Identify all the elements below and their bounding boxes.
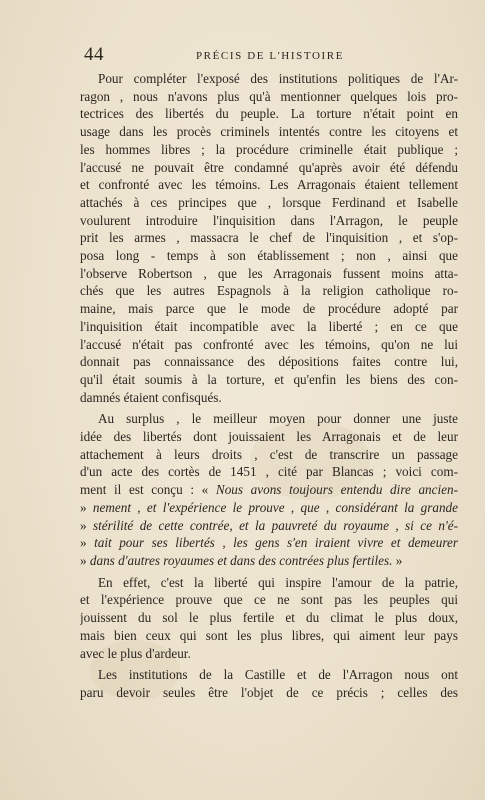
text-line: donnait pas connaissance des dépositions faites contre lui,: [80, 354, 458, 370]
text-line: posa long - temps à son établissement ; non , ainsi que: [80, 248, 458, 264]
text-segment: »: [80, 552, 90, 568]
text-line: Les institutions de la Castille et de l'Arragon nous ont: [98, 667, 458, 683]
text-segment: »: [80, 517, 93, 533]
text-line: jouissent du sol le plus fertile et du climat le plus doux,: [80, 610, 458, 626]
text-segment: »: [80, 535, 95, 551]
text-line: [80, 552, 458, 570]
text-segment: »: [392, 552, 403, 568]
text-line: avec le plus d'ardeur.: [80, 645, 191, 661]
text-line: prit les armes , massacra le chef de l'inquisition , et s'op-: [80, 230, 458, 246]
text-line: qu'il était soumis à la torture, et qu'enfin les biens des con-: [80, 371, 458, 387]
text-line: Au surplus , le meilleur moyen pour donner une juste: [98, 411, 458, 427]
text-line: paru devoir seules être l'objet de ce précis ; celles des: [80, 684, 458, 700]
text-segment: ment il est conçu : «: [80, 482, 216, 498]
text-line: l'accusé ne pouvait être condamné qu'après avoir été défendu: [80, 159, 458, 175]
text-line: damnés étaient confisqués.: [80, 389, 222, 405]
paragraph: [80, 410, 458, 569]
paragraph: [80, 70, 458, 406]
text-segment: »: [80, 499, 93, 515]
text-line: [80, 534, 458, 552]
text-line: et l'expérience prouve que ce ne sont pas les peuples qui: [80, 592, 458, 608]
text-line: [80, 517, 458, 535]
page-number: 44: [84, 44, 104, 65]
text-line: Pour compléter l'exposé des institutions politiques de l'Ar-: [98, 71, 458, 86]
quoted-italic-text: stérilité de cette contrée, et la pauvreté du royaume , si ce n'é-: [93, 517, 458, 533]
text-line: et confronté avec les témoins. Les Arragonais étaient tellement: [80, 177, 458, 193]
quoted-italic-text: dans d'autres royaumes et dans des contrées plus fertiles.: [89, 552, 393, 568]
page-header: [84, 44, 456, 68]
text-line: l'inquisition était incompatible avec la liberté ; en ce que: [80, 318, 458, 334]
text-line: l'accusé n'était pas confronté avec les témoins, qu'on ne lui: [80, 336, 458, 352]
text-line: attachés à ces principes que , lorsque Ferdinand et Isabelle: [80, 194, 458, 210]
text-line: ragon , nous n'avons plus qu'à mentionner quelques lois pro-: [80, 88, 458, 104]
text-line: d'un acte des cortès de 1451 , cité par Blancas ; voici com-: [80, 464, 458, 480]
text-line: idée des libertés dont jouissaient les Arragonais et de leur: [80, 429, 458, 445]
text-line: maine, mais parce que le mode de procédure adopté par: [80, 301, 458, 317]
quoted-italic-text: nement , et l'expérience le prouve , que , considérant la grande: [92, 499, 458, 515]
text-line: chés que les autres Espagnols à la religion catholique ro-: [80, 283, 458, 299]
quoted-italic-text: tait pour ses libertés , les gens s'en iraient vivre et demeurer: [94, 535, 458, 551]
text-line: mais bien ceux qui sont les plus libres, qui aiment leur pays: [80, 627, 458, 643]
text-line: tectrices des libertés du peuple. La torture n'était point en: [80, 106, 458, 122]
text-line: [80, 499, 458, 517]
running-head: PRÉCIS DE L'HISTOIRE: [195, 50, 345, 62]
text-line: usage dans les procès criminels intentés contre les citoyens et: [80, 124, 458, 140]
text-line: [80, 481, 458, 499]
paragraph: [80, 666, 458, 701]
text-line: l'observe Robertson , que les Arragonais fussent moins atta-: [80, 265, 458, 281]
paragraph: [80, 574, 458, 663]
text-line: les hommes libres ; la procédure criminelle était publique ;: [80, 141, 458, 157]
text-line: En effet, c'est la liberté qui inspire l'amour de la patrie,: [98, 574, 458, 590]
body-text: [80, 70, 458, 702]
quoted-italic-text: Nous avons toujours entendu dire ancien-: [215, 482, 458, 498]
text-line: voulurent introduire l'inquisition dans l'Arragon, le peuple: [80, 212, 458, 228]
text-line: attachement à leurs droits , c'est de transcrire un passage: [80, 446, 458, 462]
